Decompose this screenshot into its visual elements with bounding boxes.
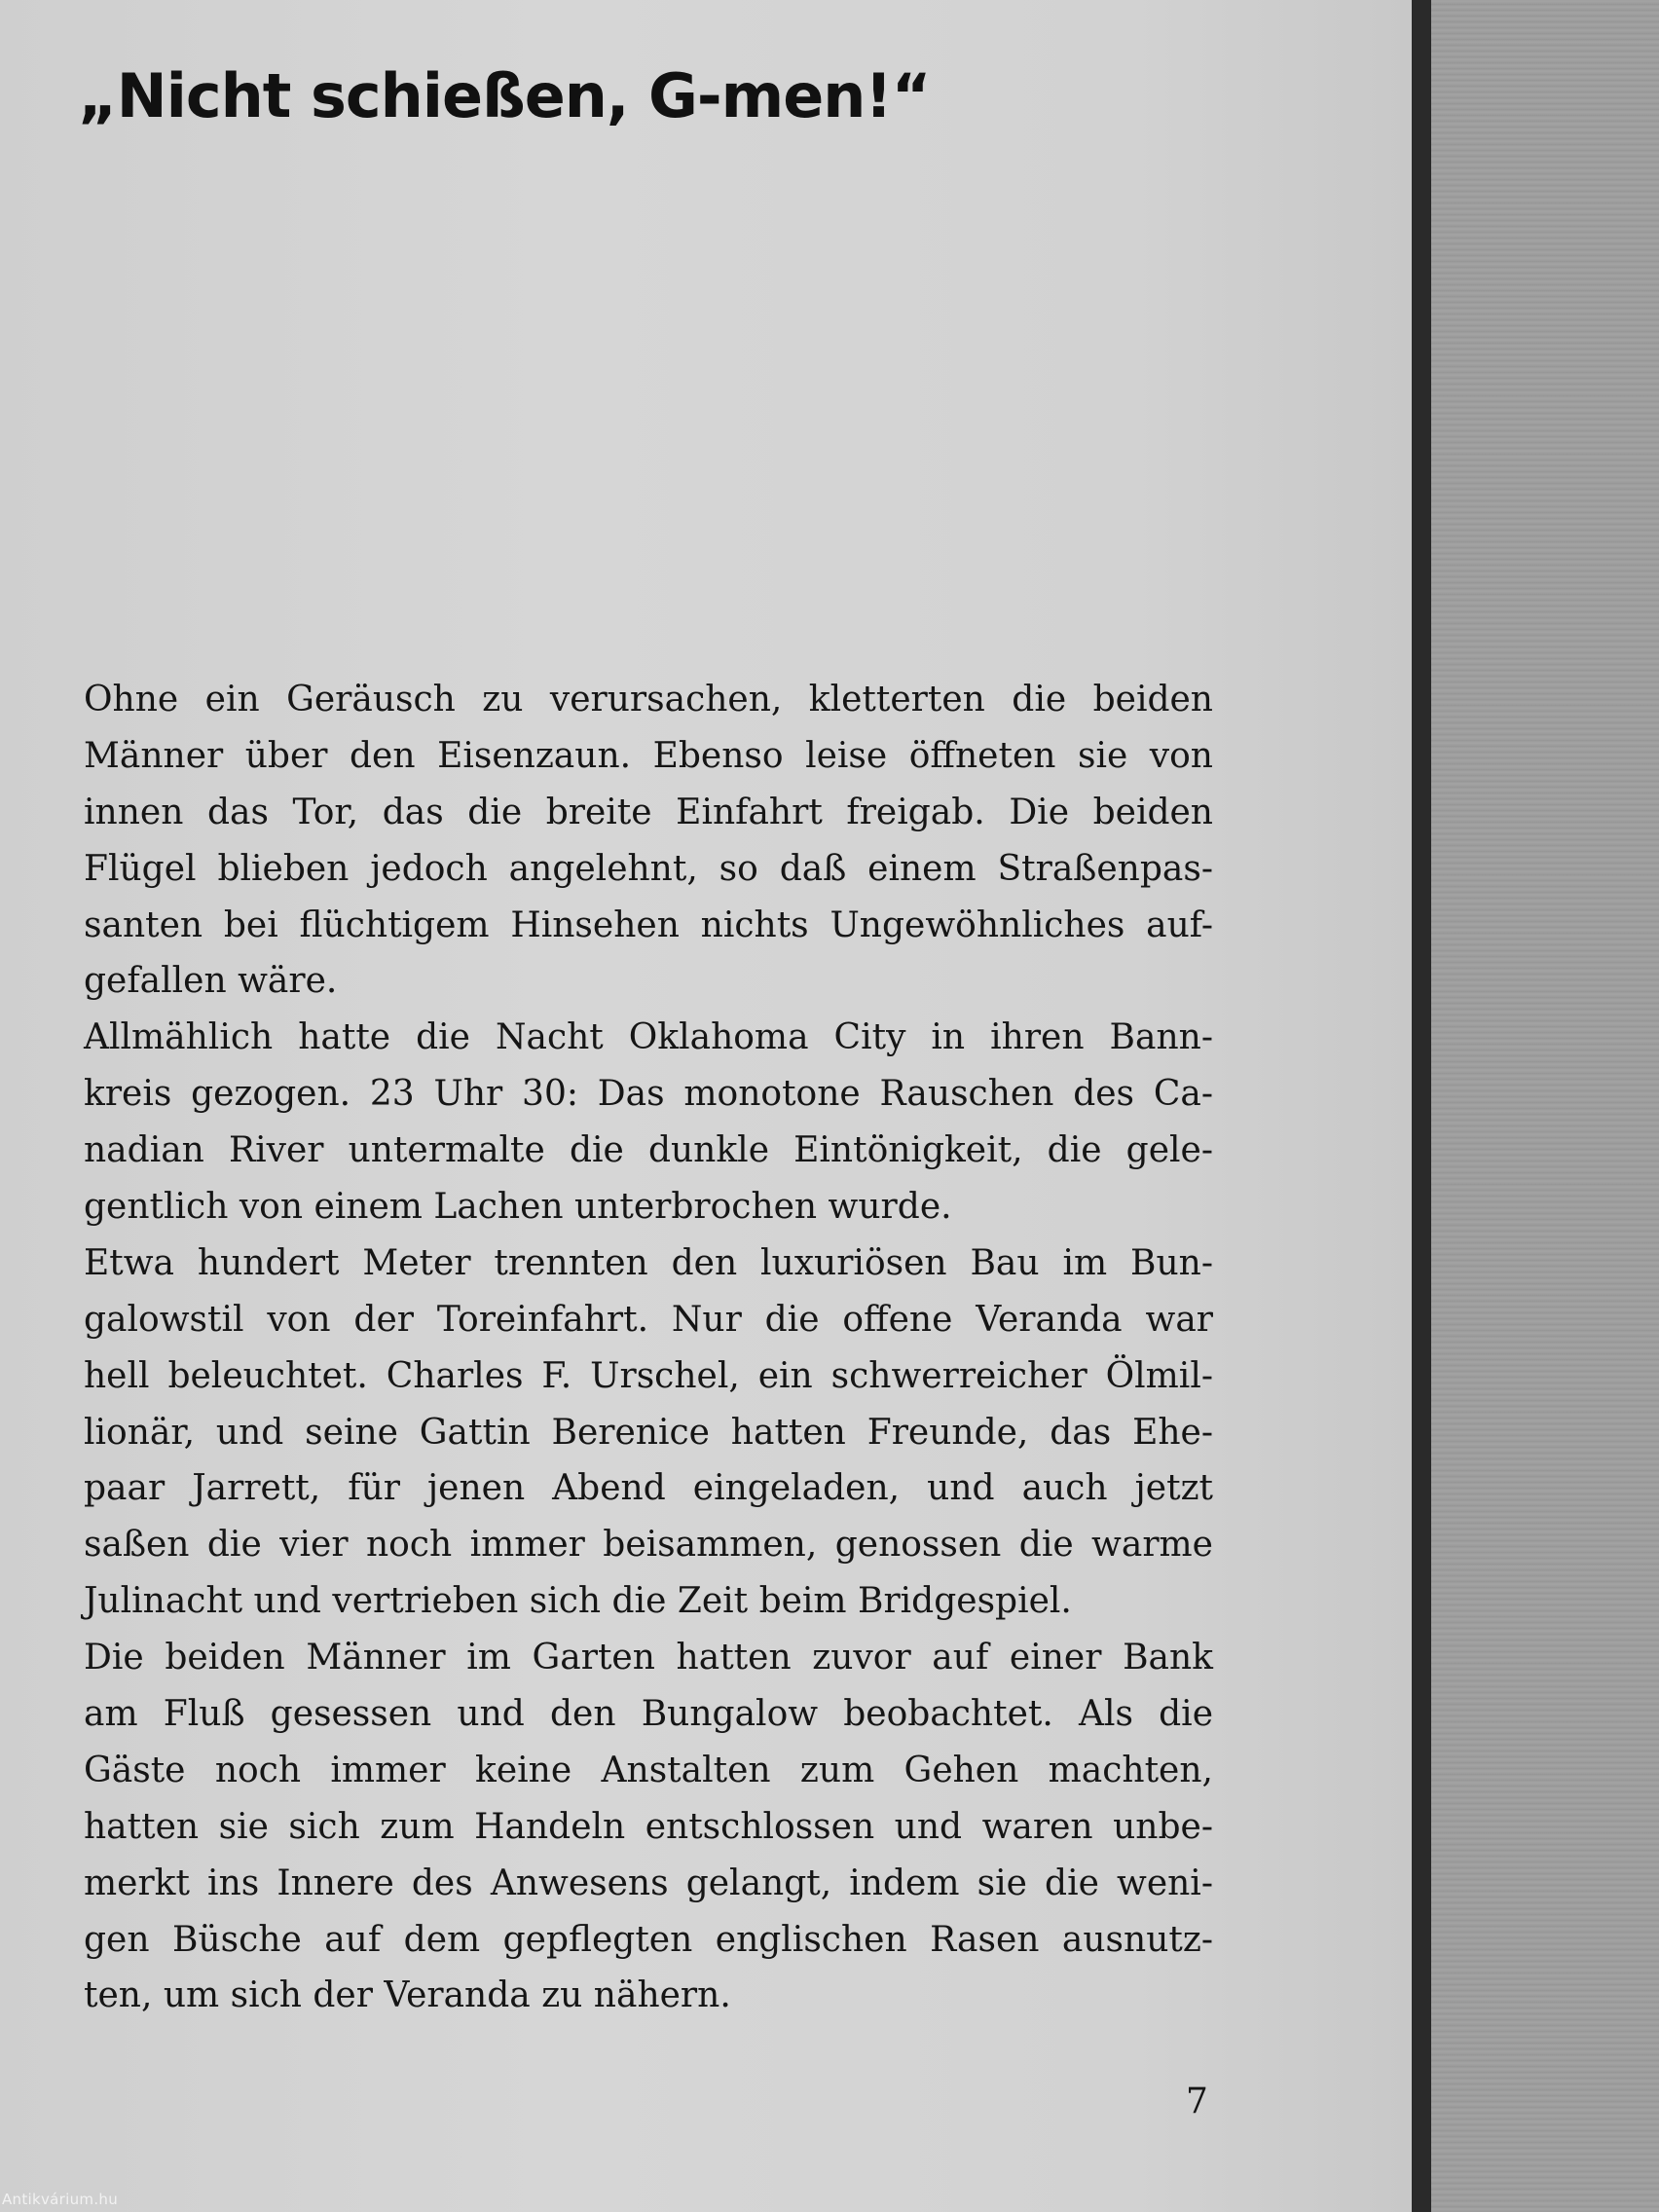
text-line: kreis gezogen. 23 Uhr 30: Das monotone Rauschen des Ca- (84, 1074, 1213, 1115)
text-line: Männer über den Eisenzaun. Ebenso leise öffneten sie von (84, 735, 1213, 776)
text-line: saßen die vier noch immer beisammen, genossen die warme (84, 1525, 1213, 1566)
text-line: Gäste noch immer keine Anstalten zum Gehen machten, (84, 1750, 1213, 1790)
chapter-title: „Nicht schießen, G-men!“ (78, 60, 931, 131)
text-line: innen das Tor, das die breite Einfahrt freigab. Die beiden (84, 792, 1213, 832)
text-line: nadian River untermalte die dunkle Eintönigkeit, die gele- (84, 1130, 1213, 1171)
paragraph (84, 1630, 1213, 2024)
text-line: merkt ins Innere des Anwesens gelangt, indem sie die weni- (84, 1862, 1213, 1903)
text-line: hatten sie sich zum Handeln entschlossen und waren unbe- (84, 1806, 1213, 1847)
paragraph (84, 1235, 1213, 1630)
text-line: gefallen wäre. (84, 961, 338, 1002)
text-line: am Fluß gesessen und den Bungalow beobachtet. Als die (84, 1694, 1213, 1735)
text-line: galowstil von der Toreinfahrt. Nur die offene Veranda war (84, 1299, 1213, 1340)
text-line: Ohne ein Geräusch zu verursachen, kletterten die beiden (84, 680, 1213, 719)
text-line: gen Büsche auf dem gepflegten englischen Rasen ausnutz- (84, 1919, 1213, 1960)
body-text (84, 672, 1213, 2024)
text-line: hell beleuchtet. Charles F. Urschel, ein schwerreicher Ölmil- (84, 1355, 1213, 1396)
text-line: lionär, und seine Gattin Berenice hatten Freunde, das Ehe- (84, 1412, 1213, 1453)
watermark-logo: Antikvárium.hu (2, 2191, 119, 2208)
text-line: Allmählich hatte die Nacht Oklahoma City in ihren Bann- (84, 1017, 1213, 1058)
text-line: Die beiden Männer im Garten hatten zuvor auf einer Bank (84, 1638, 1213, 1678)
text-line: santen bei flüchtigem Hinsehen nichts Ungewöhnliches auf- (84, 904, 1213, 945)
paragraph (84, 672, 1213, 1010)
text-line: Etwa hundert Meter trennten den luxuriösen Bau im Bun- (84, 1242, 1213, 1283)
text-line: Flügel blieben jedoch angelehnt, so daß einem Straßenpas- (84, 848, 1213, 889)
paragraph (84, 1010, 1213, 1235)
book-spine-edge (1412, 0, 1431, 2212)
background-surface (1431, 0, 1659, 2212)
page-number: 7 (1186, 2082, 1208, 2121)
text-line: ten, um sich der Veranda zu nähern. (84, 1975, 731, 2016)
text-line: gentlich von einem Lachen unterbrochen wurde. (84, 1187, 952, 1228)
text-line: Julinacht und vertrieben sich die Zeit beim Bridgespiel. (84, 1581, 1072, 1622)
text-line: paar Jarrett, für jenen Abend eingeladen, und auch jetzt (84, 1468, 1213, 1509)
